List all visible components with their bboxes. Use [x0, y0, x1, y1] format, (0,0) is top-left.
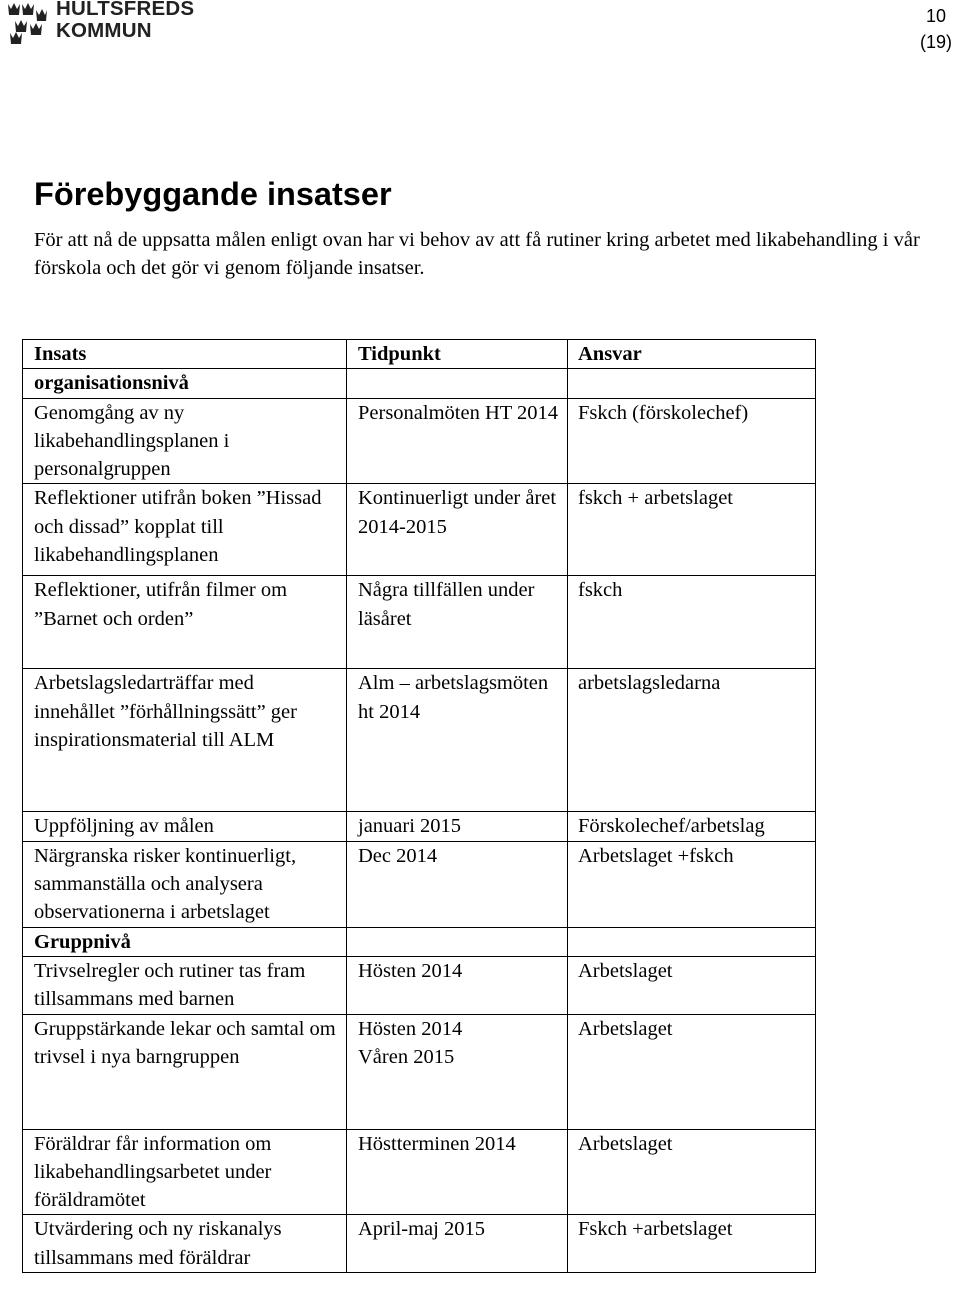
- logo-line-2: KOMMUN: [56, 19, 152, 42]
- cell-ansvar: Arbetslaget: [568, 956, 816, 1014]
- cell-insats: Utvärdering och ny riskanalys tillsammans med föräldrar: [23, 1215, 347, 1273]
- cell-insats: Föräldrar får information om likabehandlingsarbetet under föräldramötet: [23, 1129, 347, 1215]
- page-number-total: (19): [919, 32, 952, 52]
- cell-tidpunkt: Hösten 2014: [347, 956, 568, 1014]
- cell-insats: Närgranska risker kontinuerligt, sammanställa och analysera observationerna i arbetslaget: [23, 841, 347, 927]
- header-insats: Insats: [23, 340, 347, 369]
- table-row: [23, 576, 816, 669]
- table-row: [23, 956, 816, 1014]
- cell-tidpunkt: januari 2015: [347, 812, 568, 841]
- section-label-group: Gruppnivå: [23, 927, 347, 956]
- cell-ansvar: Arbetslaget: [568, 1014, 816, 1129]
- cell-ansvar: arbetslagsledarna: [568, 669, 816, 812]
- page-number: [920, 3, 952, 55]
- cell-tidpunkt: Hösten 2014 Våren 2015: [347, 1014, 568, 1129]
- cell-insats: Reflektioner utifrån boken ”Hissad och dissad” kopplat till likabehandlingsplanen: [23, 484, 347, 576]
- cell-tidpunkt: Några tillfällen under läsåret: [347, 576, 568, 669]
- cell-tidpunkt: Alm – arbetslagsmöten ht 2014: [347, 669, 568, 812]
- cell-ansvar: Fskch (förskolechef): [568, 398, 816, 484]
- table-row: [23, 669, 816, 812]
- table-row: [23, 1215, 816, 1273]
- cell-insats: Genomgång av ny likabehandlingsplanen i personalgruppen: [23, 398, 347, 484]
- section-row-organisation: [23, 369, 816, 398]
- section-label-organisation: organisationsnivå: [23, 369, 347, 398]
- cell-tidpunkt: Höstterminen 2014: [347, 1129, 568, 1215]
- cell-ansvar: fskch: [568, 576, 816, 669]
- table-row: [23, 398, 816, 484]
- cell-insats: Reflektioner, utifrån filmer om ”Barnet och orden”: [23, 576, 347, 669]
- cell-tidpunkt: April-maj 2015: [347, 1215, 568, 1273]
- header-ansvar: Ansvar: [568, 340, 816, 369]
- cell-ansvar: Fskch +arbetslaget: [568, 1215, 816, 1273]
- municipality-logo: [6, 0, 206, 48]
- cell-insats: Arbetslagsledarträffar med innehållet ”förhållningssätt” ger inspirationsmaterial till ALM: [23, 669, 347, 812]
- logo-line-1: HULTSFREDS: [56, 0, 195, 20]
- cell-tidpunkt: Personalmöten HT 2014: [347, 398, 568, 484]
- cell-tidpunkt: Dec 2014: [347, 841, 568, 927]
- intro-paragraph: För att nå de uppsatta målen enligt ovan har vi behov av att få rutiner kring arbetet med likabehandling i vår förskola och det gör vi genom följande insatser.: [34, 229, 920, 279]
- actions-table: [22, 339, 816, 1273]
- cell-insats: Gruppstärkande lekar och samtal om trivsel i nya barngruppen: [23, 1014, 347, 1129]
- cell-insats: Uppföljning av målen: [23, 812, 347, 841]
- table-row: [23, 841, 816, 927]
- table-row: [23, 1129, 816, 1215]
- cell-insats: Trivselregler och rutiner tas fram tillsammans med barnen: [23, 956, 347, 1014]
- cell-ansvar: Arbetslaget: [568, 1129, 816, 1215]
- table-row: [23, 812, 816, 841]
- crown-emblem-icon: [6, 2, 48, 46]
- cell-ansvar: fskch + arbetslaget: [568, 484, 816, 576]
- header-tidpunkt: Tidpunkt: [347, 340, 568, 369]
- table-row: [23, 1014, 816, 1129]
- page-number-current: 10: [925, 6, 946, 26]
- page-title: Förebyggande insatser: [34, 176, 392, 212]
- cell-ansvar: Förskolechef/arbetslag: [568, 812, 816, 841]
- table-header-row: [23, 340, 816, 369]
- cell-ansvar: Arbetslaget +fskch: [568, 841, 816, 927]
- section-row-group: [23, 927, 816, 956]
- table-row: [23, 484, 816, 576]
- cell-tidpunkt: Kontinuerligt under året 2014-2015: [347, 484, 568, 576]
